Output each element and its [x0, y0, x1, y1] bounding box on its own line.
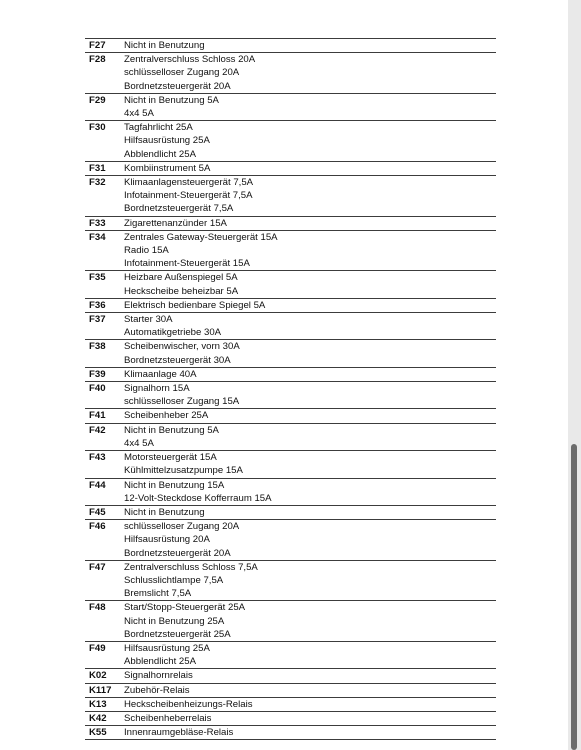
fuse-description-line: Hilfsausrüstung 25A	[124, 135, 210, 147]
fuse-description-line: Motorsteuergerät 15A	[124, 452, 217, 464]
fuse-description-line: schlüsselloser Zugang 20A	[124, 521, 240, 533]
fuse-description-line: 12-Volt-Steckdose Kofferraum 15A	[124, 492, 272, 504]
table-row	[85, 669, 496, 683]
table-row	[85, 684, 496, 698]
fuse-code: F45	[89, 506, 106, 518]
table-row	[85, 409, 496, 423]
fuse-code: F33	[89, 217, 106, 229]
fuse-code: F34	[89, 231, 106, 243]
fuse-description	[124, 313, 496, 339]
fuse-code: K02	[89, 670, 107, 682]
fuse-description-line: 4x4 5A	[124, 437, 154, 449]
fuse-description	[124, 669, 496, 682]
fuse-description	[124, 561, 496, 601]
fuse-description-line: Bremslicht 7,5A	[124, 588, 192, 600]
table-row	[85, 299, 496, 313]
fuse-description-line: Hilfsausrüstung 20A	[124, 534, 210, 546]
table-row	[85, 506, 496, 520]
fuse-description-line: Zentralverschluss Schloss 7,5A	[124, 561, 258, 573]
fuse-description-line: Automatikgetriebe 30A	[124, 327, 222, 339]
table-row	[85, 271, 496, 298]
fuse-description	[124, 409, 496, 422]
fuse-description	[124, 382, 496, 408]
fuse-description-line: Zentralverschluss Schloss 20A	[124, 54, 256, 66]
fuse-description	[124, 506, 496, 519]
fuse-description	[124, 162, 496, 175]
table-row	[85, 601, 496, 642]
fuse-code: F47	[89, 561, 106, 573]
fuse-description-line: Scheibenheber 25A	[124, 410, 209, 422]
fuse-table	[85, 38, 496, 740]
fuse-description	[124, 94, 496, 120]
table-row	[85, 340, 496, 367]
fuse-description	[124, 520, 496, 560]
fuse-description-line: Signalhorn 15A	[124, 383, 190, 395]
table-row	[85, 451, 496, 478]
fuse-description-line: Zigarettenanzünder 15A	[124, 217, 227, 229]
fuse-code: F35	[89, 272, 106, 284]
table-row	[85, 231, 496, 272]
fuse-description-line: Heckscheibenheizungs-Relais	[124, 698, 253, 710]
fuse-code: K13	[89, 698, 107, 710]
fuse-code: F36	[89, 299, 106, 311]
fuse-description-line: Nicht in Benutzung	[124, 40, 205, 51]
table-row	[85, 313, 496, 340]
table-row	[85, 162, 496, 176]
fuse-description-line: schlüsselloser Zugang 15A	[124, 396, 240, 408]
fuse-description-line: Infotainment-Steuergerät 7,5A	[124, 190, 253, 202]
fuse-code: F27	[89, 40, 106, 51]
fuse-description-line: Nicht in Benutzung 15A	[124, 479, 225, 491]
fuse-description	[124, 121, 496, 161]
fuse-description-line: Kühlmittelzusatzpumpe 15A	[124, 465, 243, 477]
fuse-description-line: Signalhornrelais	[124, 670, 193, 682]
fuse-code: F49	[89, 642, 106, 654]
fuse-code: F46	[89, 521, 106, 533]
fuse-description	[124, 53, 496, 93]
fuse-description-line: Klimaanlage 40A	[124, 368, 197, 380]
fuse-code: F29	[89, 94, 106, 106]
fuse-code: F48	[89, 602, 106, 614]
fuse-description	[124, 479, 496, 505]
fuse-code: F41	[89, 410, 106, 422]
fuse-description-line: Bordnetzsteuergerät 25A	[124, 628, 231, 640]
fuse-description-line: Infotainment-Steuergerät 15A	[124, 258, 250, 270]
table-row	[85, 561, 496, 602]
fuse-description-line: Zubehör-Relais	[124, 684, 190, 696]
table-row	[85, 712, 496, 726]
fuse-description-line: Hilfsausrüstung 25A	[124, 642, 210, 654]
fuse-description	[124, 726, 496, 739]
fuse-description-line: Radio 15A	[124, 245, 169, 257]
fuse-description-line: Starter 30A	[124, 314, 173, 326]
fuse-description-line: Scheibenheberrelais	[124, 712, 212, 724]
fuse-description-line: Zentrales Gateway-Steuergerät 15A	[124, 231, 278, 243]
fuse-code: F32	[89, 177, 106, 189]
table-row	[85, 726, 496, 740]
fuse-description	[124, 340, 496, 366]
table-row	[85, 94, 496, 121]
fuse-description-line: 4x4 5A	[124, 108, 154, 120]
scrollbar-thumb[interactable]	[571, 444, 577, 750]
fuse-description-line: Nicht in Benutzung 5A	[124, 94, 219, 106]
fuse-description-line: Heckscheibe beheizbar 5A	[124, 285, 239, 297]
fuse-code: F38	[89, 341, 106, 353]
fuse-code: F31	[89, 162, 106, 174]
fuse-description	[124, 368, 496, 381]
fuse-code: F30	[89, 122, 106, 134]
table-row	[85, 382, 496, 409]
fuse-description	[124, 176, 496, 216]
fuse-description-line: Abblendlicht 25A	[124, 656, 197, 668]
fuse-description-line: schlüsselloser Zugang 20A	[124, 67, 240, 79]
fuse-description-line: Tagfahrlicht 25A	[124, 122, 193, 134]
fuse-code: K42	[89, 712, 107, 724]
fuse-description-line: Nicht in Benutzung	[124, 506, 205, 518]
table-row	[85, 217, 496, 231]
fuse-description	[124, 39, 496, 52]
fuse-description-line: Nicht in Benutzung 25A	[124, 615, 225, 627]
fuse-description-line: Elektrisch bedienbare Spiegel 5A	[124, 299, 266, 311]
fuse-description-line: Scheibenwischer, vorn 30A	[124, 341, 240, 353]
fuse-description-line: Bordnetzsteuergerät 7,5A	[124, 203, 234, 215]
table-row	[85, 698, 496, 712]
fuse-description-line: Kombiinstrument 5A	[124, 162, 211, 174]
fuse-description	[124, 271, 496, 297]
fuse-description	[124, 451, 496, 477]
table-row	[85, 39, 496, 53]
fuse-code: F42	[89, 424, 106, 436]
fuse-description-line: Bordnetzsteuergerät 20A	[124, 547, 231, 559]
fuse-code: F40	[89, 383, 106, 395]
fuse-description	[124, 712, 496, 725]
fuse-code: F37	[89, 314, 106, 326]
table-row	[85, 424, 496, 451]
fuse-code: F44	[89, 479, 106, 491]
fuse-description	[124, 698, 496, 711]
table-row	[85, 176, 496, 217]
fuse-description	[124, 231, 496, 271]
fuse-description	[124, 642, 496, 668]
fuse-description	[124, 299, 496, 312]
fuse-description	[124, 684, 496, 697]
fuse-code: K55	[89, 727, 107, 739]
fuse-code: K117	[89, 684, 112, 696]
table-row	[85, 520, 496, 561]
fuse-description-line: Nicht in Benutzung 5A	[124, 424, 219, 436]
fuse-code: F28	[89, 54, 106, 66]
fuse-description	[124, 217, 496, 230]
table-row	[85, 642, 496, 669]
fuse-code: F43	[89, 452, 106, 464]
fuse-description-line: Bordnetzsteuergerät 30A	[124, 354, 231, 366]
fuse-description-line: Innenraumgebläse-Relais	[124, 727, 234, 739]
table-row	[85, 121, 496, 162]
fuse-description	[124, 424, 496, 450]
fuse-description-line: Klimaanlagensteuergerät 7,5A	[124, 177, 254, 189]
fuse-code: F39	[89, 368, 106, 380]
table-row	[85, 479, 496, 506]
fuse-description-line: Heizbare Außenspiegel 5A	[124, 272, 238, 284]
fuse-description-line: Abblendlicht 25A	[124, 148, 197, 160]
fuse-description-line: Bordnetzsteuergerät 20A	[124, 80, 231, 92]
fuse-description-line: Schlusslichtlampe 7,5A	[124, 574, 224, 586]
table-row	[85, 53, 496, 94]
table-row	[85, 368, 496, 382]
fuse-description	[124, 601, 496, 641]
fuse-description-line: Start/Stopp-Steuergerät 25A	[124, 602, 246, 614]
